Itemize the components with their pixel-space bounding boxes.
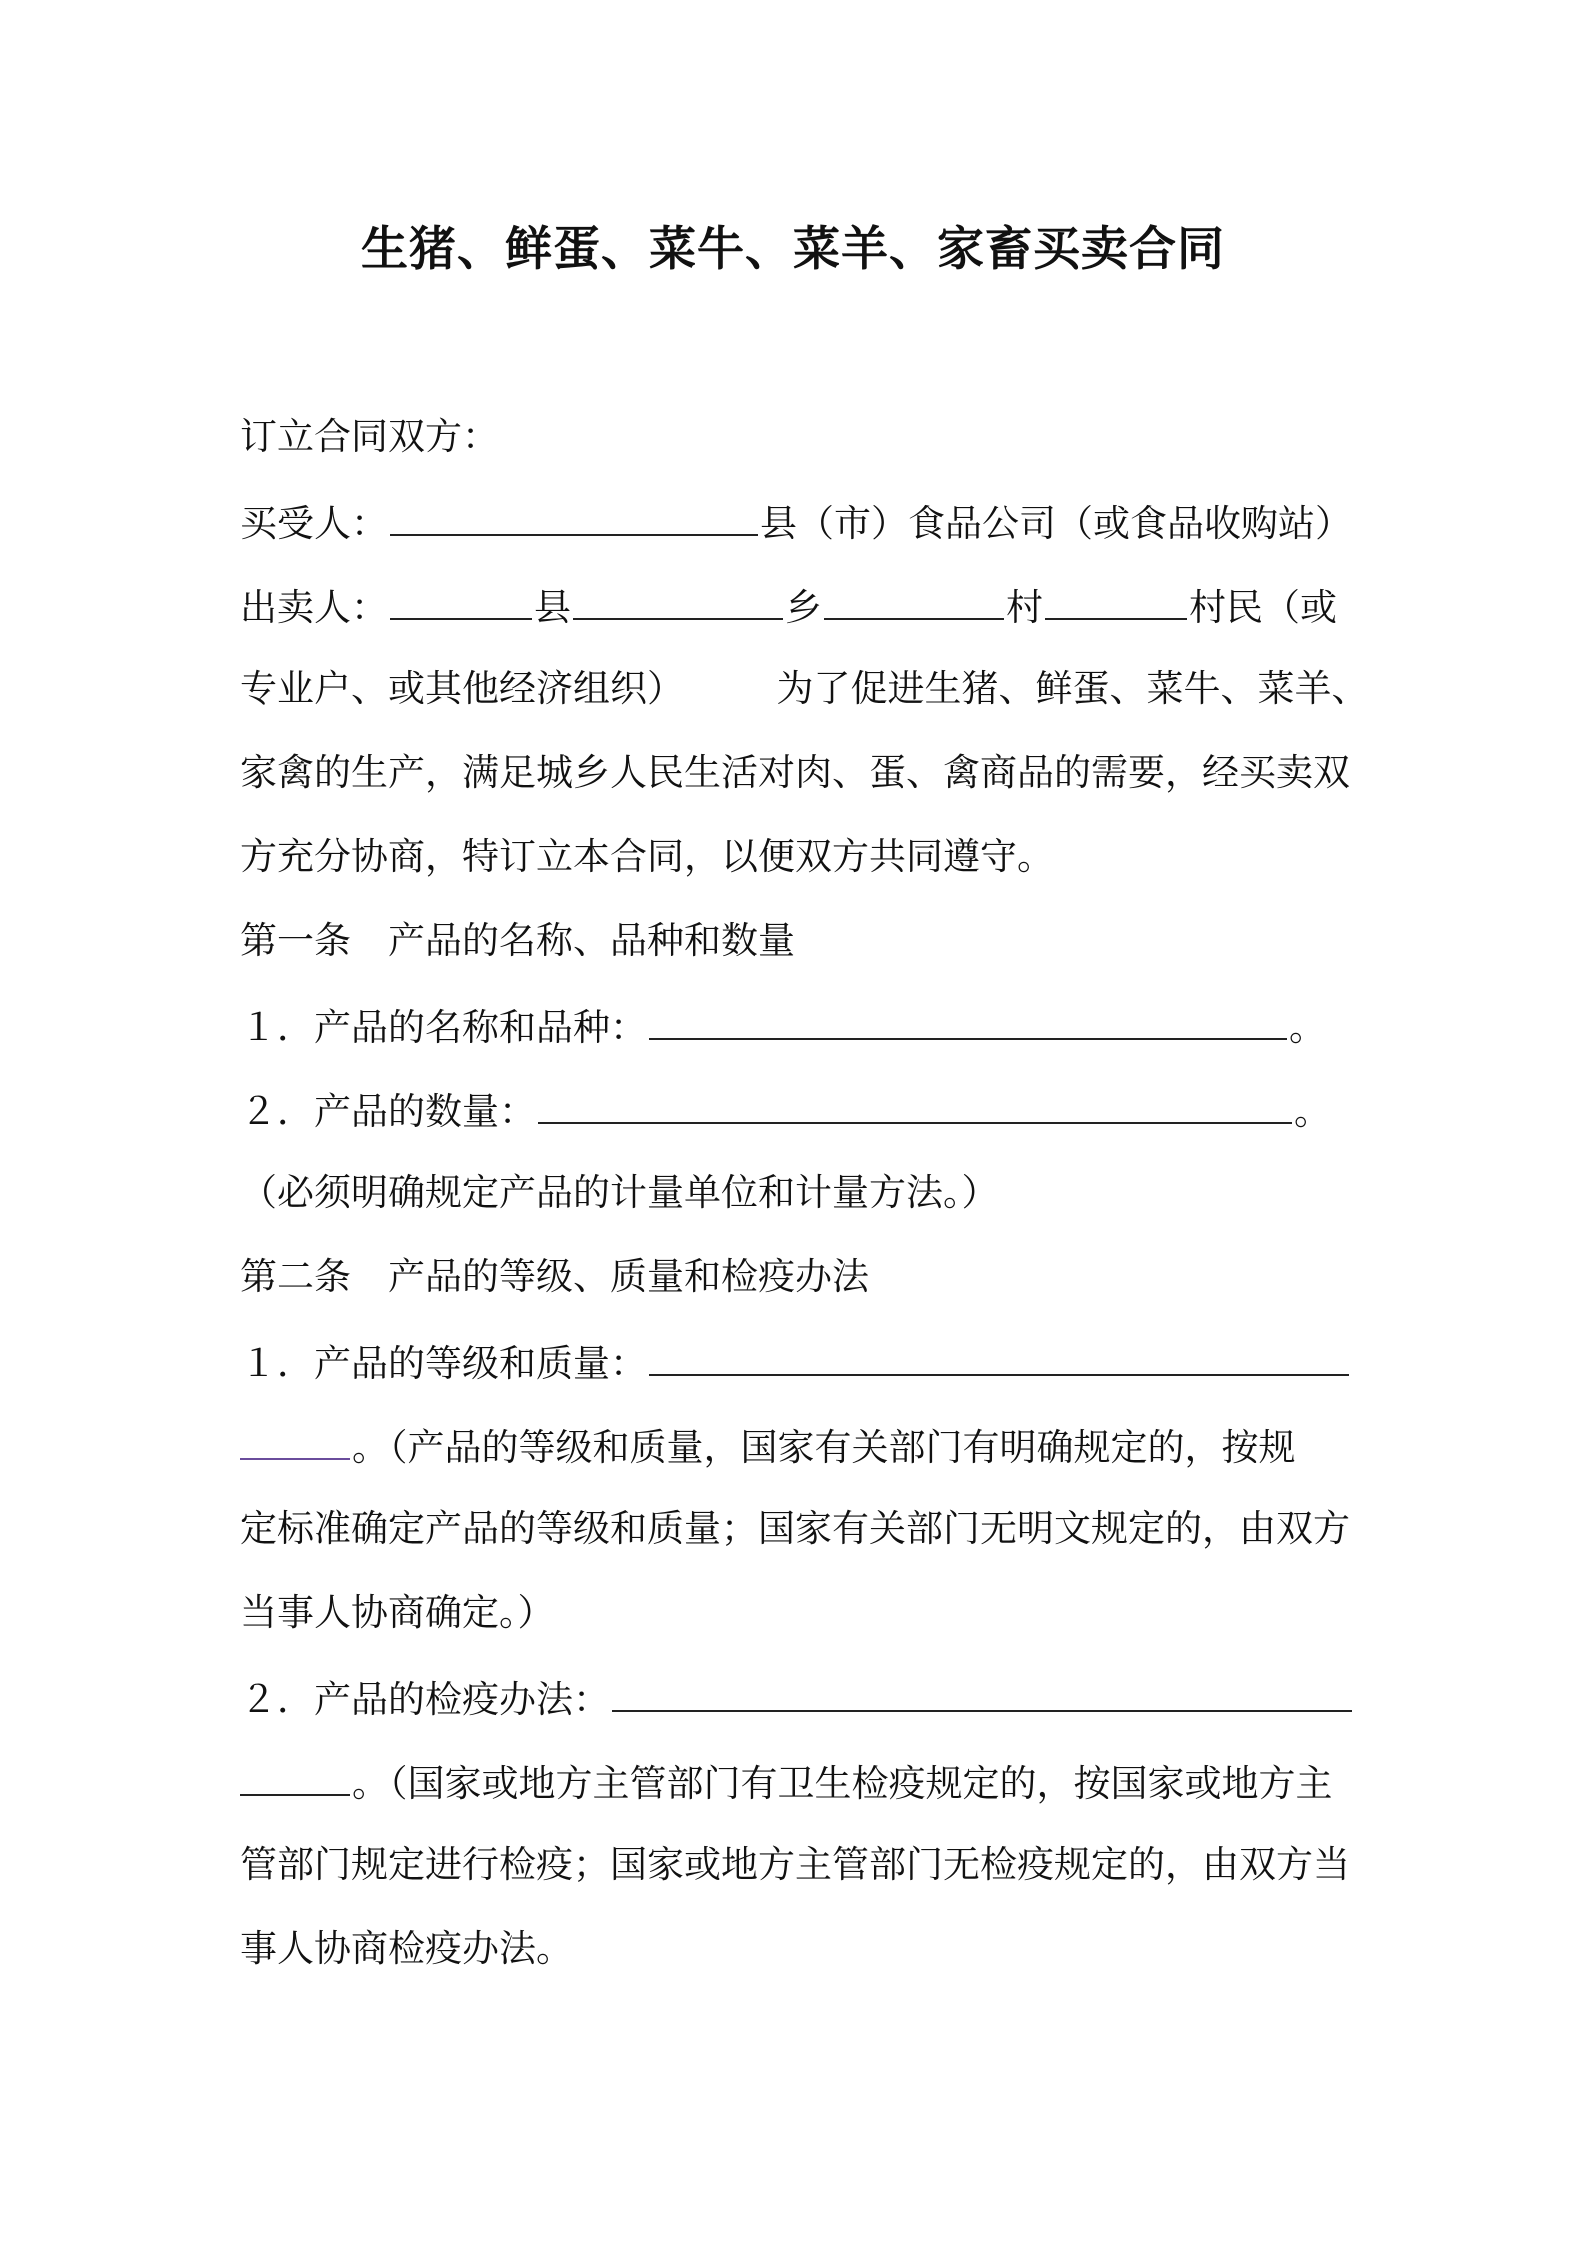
article2-item1-label: １．产品的等级和质量： <box>240 1342 647 1385</box>
article2-item2-cont <box>240 1756 1333 1809</box>
article1-heading: 第一条 产品的名称、品种和数量 <box>240 919 795 962</box>
article1-item2 <box>240 1084 1331 1137</box>
article1-item2-end: 。 <box>1294 1090 1331 1133</box>
buyer-line <box>240 496 1352 549</box>
intro-line-2: 家禽的生产，满足城乡人民生活对肉、蛋、禽商品的需要，经买卖双 <box>240 751 1350 794</box>
quarantine-blank-cont[interactable] <box>240 1756 350 1796</box>
article2-item2-line-3: 事人协商检疫办法。 <box>240 1927 573 1970</box>
seller-county-blank[interactable] <box>390 580 532 620</box>
seller-township-blank[interactable] <box>573 580 783 620</box>
grade-quality-blank[interactable] <box>649 1336 1349 1376</box>
article2-item1-line-2: 定标准确定产品的等级和质量；国家有关部门无明文规定的，由双方 <box>240 1507 1350 1550</box>
article1-item1-label: １．产品的名称和品种： <box>240 1006 647 1049</box>
parties-heading: 订立合同双方： <box>240 415 499 458</box>
seller-label: 出卖人： <box>240 586 388 629</box>
seller-tail: 村民（或 <box>1189 586 1337 629</box>
article1-item2-label: ２．产品的数量： <box>240 1090 536 1133</box>
buyer-tail: 县（市）食品公司（或食品收购站） <box>760 502 1352 545</box>
article2-item2-cont-text: 。（国家或地方主管部门有卫生检疫规定的，按国家或地方主 <box>352 1762 1333 1805</box>
intro-line-1: 专业户、或其他经济组织） 为了促进生猪、鲜蛋、菜牛、菜羊、 <box>240 667 1369 710</box>
seller-village-text: 村 <box>1006 586 1043 629</box>
intro-line-3: 方充分协商，特订立本合同，以便双方共同遵守。 <box>240 835 1054 878</box>
article2-item1 <box>240 1336 1351 1389</box>
article1-note: （必须明确规定产品的计量单位和计量方法。） <box>240 1171 999 1214</box>
seller-line <box>240 580 1337 633</box>
seller-villager-blank[interactable] <box>1045 580 1187 620</box>
seller-village-blank[interactable] <box>824 580 1004 620</box>
seller-township-text: 乡 <box>785 586 822 629</box>
article2-item2 <box>240 1672 1354 1725</box>
article1-item1 <box>240 1000 1326 1053</box>
buyer-county-blank[interactable] <box>390 496 758 536</box>
product-name-blank[interactable] <box>649 1000 1287 1040</box>
document-title: 生猪、鲜蛋、菜牛、菜羊、家畜买卖合同 <box>361 222 1225 277</box>
article2-item2-label: ２．产品的检疫办法： <box>240 1678 610 1721</box>
buyer-label: 买受人： <box>240 502 388 545</box>
product-quantity-blank[interactable] <box>538 1084 1292 1124</box>
quarantine-blank[interactable] <box>612 1672 1352 1712</box>
article2-item2-line-2: 管部门规定进行检疫；国家或地方主管部门无检疫规定的，由双方当 <box>240 1843 1350 1886</box>
article2-heading: 第二条 产品的等级、质量和检疫办法 <box>240 1255 869 1298</box>
article1-item1-end: 。 <box>1289 1006 1326 1049</box>
grade-quality-blank-cont[interactable] <box>240 1420 350 1460</box>
article2-item1-cont <box>240 1420 1296 1473</box>
article2-item1-line-3: 当事人协商确定。） <box>240 1591 555 1634</box>
article2-item1-cont-text: 。（产品的等级和质量，国家有关部门有明确规定的，按规 <box>352 1426 1296 1469</box>
seller-county-text: 县 <box>534 586 571 629</box>
